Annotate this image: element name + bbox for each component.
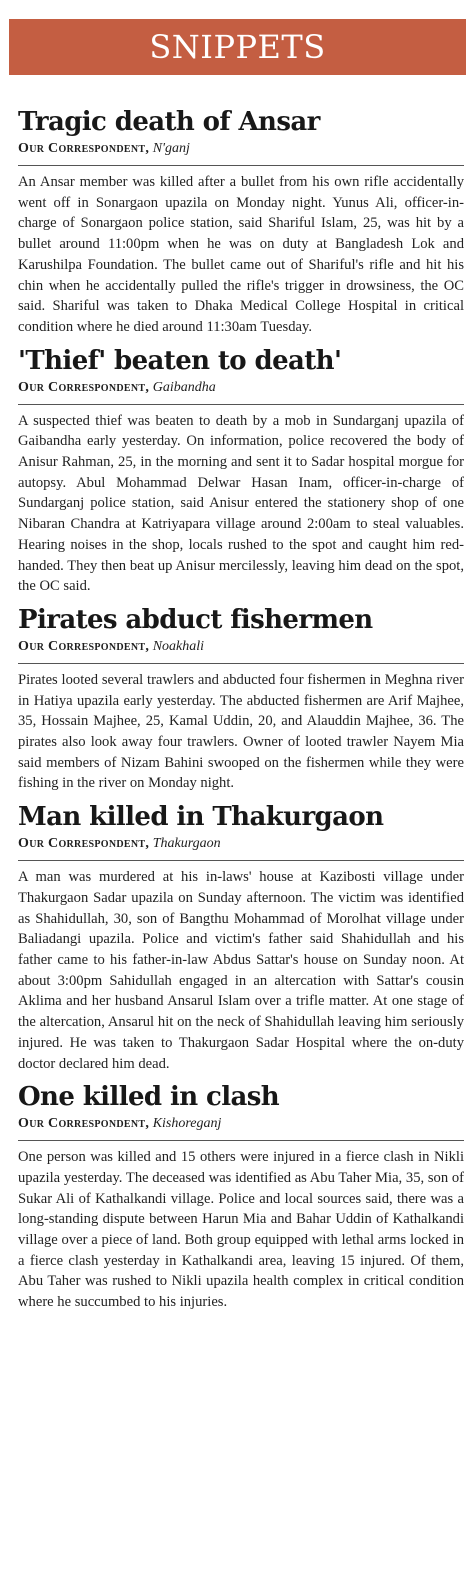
story-body: An Ansar member was killed after a bullet from his own rifle accidentally went off in Sonargaon upazila on Monday night. Yunus Ali, officer-in-charge of Sonargaon police station, said Shariful Islam, 25, was hit by a bullet around 11:00pm when he was on duty at Bangladesh Lok and Karushilpa Foundation. The bullet came out of Shariful's rifle and hit his chin when he accidentally pulled the rifle's trigger in drowsiness, the OC said. Shariful was taken to Dhaka Medical College Hospital in critical condition where he died around 11:30am Tuesday. xyxy=(18,174,464,335)
headline: Man killed in Thakurgaon xyxy=(18,802,384,833)
byline-correspondent: Our Correspondent, xyxy=(18,836,150,852)
news-page xyxy=(9,19,466,1580)
divider xyxy=(18,860,464,861)
headline: One killed in clash xyxy=(18,1082,280,1113)
story-body: A suspected thief was beaten to death by a mob in Sundarganj upazila of Gaibandha early yesterday. On information, police recovered the body of Anisur Rahman, 25, in the morning and sent it to Sadar hospital morgue for autopsy. Abul Mohammad Delwar Hasan Inam, officer-in-charge of Sundarganj police station, said Anisur entered the stationery shop of one Nibaran Chandra at Katriyapara village around 2:00am to steal valuables. Hearing noises in the shop, locals rushed to the spot and caught him red-handed. They then beat up Anisur mercilessly, leaving him dead on the spot, the OC said. xyxy=(18,412,464,595)
news-story-ansar xyxy=(9,107,466,338)
byline-correspondent: Our Correspondent, xyxy=(18,379,150,395)
headline: Pirates abduct fishermen xyxy=(18,604,373,635)
headline: 'Thief' beaten to death' xyxy=(18,345,342,376)
byline-correspondent: Our Correspondent, xyxy=(18,141,150,156)
news-story-thakurgaon xyxy=(9,802,466,1074)
section-banner: SNIPPETS xyxy=(9,19,466,75)
story-body: A man was murdered at his in-laws' house at Kazibosti village under Thakurgaon Sadar upazila on Sunday afternoon. The victim was identified as Shahidullah, 30, son of Bangthu Mohammad of Morolhat village under Baliadangi upazila. Police and victim's father said Shahidullah and his father came to his father-in-law Abdus Sattar's house on Sunday noon. At about 3:00pm Sahidullah engaged in an altercation with Sattar's cousin Aklima and her husband Ansarul Islam over a trifle matter. At one stage of the altercation, Ansarul hit on the neck of Shahidullah leaving him seriously injured. He was taken to Thakurgaon Sadar Hospital where the on-duty doctor declared him dead. xyxy=(18,869,464,1072)
byline xyxy=(18,836,464,852)
byline xyxy=(18,380,464,396)
news-story-thief xyxy=(9,346,466,597)
byline xyxy=(18,639,464,655)
divider xyxy=(18,404,464,405)
byline-location: N'ganj xyxy=(152,141,190,156)
byline-location: Kishoreganj xyxy=(152,1116,222,1132)
news-story-pirates xyxy=(9,605,466,794)
story-body: One person was killed and 15 others were injured in a fierce clash in Nikli upazila yesterday. The deceased was identified as Abu Taher Mia, 35, son of Sukar Ali of Kathalkandi village. Police and local sources said, there was a long-standing dispute between Harun Mia and Bahar Uddin of Kathalkandi village over a piece of land. Both group equipped with lethal arms locked in a fierce clash yesterday in Kathalkandi area, leaving 15 injured. Of them, Abu Taher was rushed to Nikli upazila health complex in critical condition where he succumbed to his injuries. xyxy=(18,1149,464,1311)
divider xyxy=(18,663,464,664)
headline: Tragic death of Ansar xyxy=(18,107,320,137)
story-body: Pirates looted several trawlers and abducted four fishermen in Meghna river in Hatiya upazila early yesterday. The abducted fishermen are Arif Majhee, 35, Hossain Majhee, 25, Kamal Uddin, 20, and Alauddin Majhee, 36. The pirates also look away four trawlers. Owner of looted trawler Nayem Mia said members of Nizam Bahini swooped on the fishermen while they were fishing in the river on Monday night. xyxy=(18,671,464,792)
byline-correspondent: Our Correspondent, xyxy=(18,638,150,654)
divider xyxy=(18,1140,464,1141)
byline-location: Gaibandha xyxy=(152,379,216,395)
news-story-clash xyxy=(9,1082,466,1313)
divider xyxy=(18,165,464,166)
byline-correspondent: Our Correspondent, xyxy=(18,1116,150,1132)
byline xyxy=(18,141,464,157)
byline-location: Noakhali xyxy=(152,638,205,654)
byline-location: Thakurgaon xyxy=(152,836,221,852)
byline xyxy=(18,1116,464,1132)
